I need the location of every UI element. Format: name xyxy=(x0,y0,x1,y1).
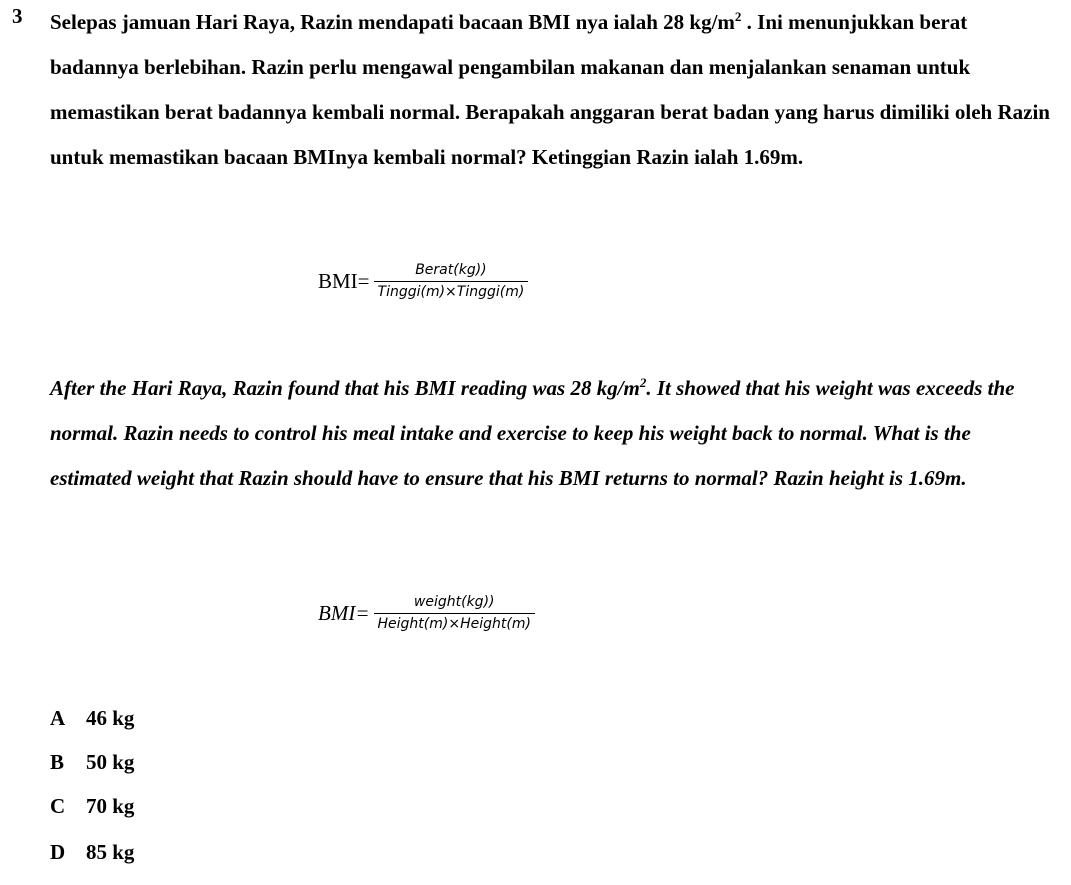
formula-fraction xyxy=(374,594,535,632)
formula-numerator: weight(kg)) xyxy=(413,594,495,610)
formula-denominator: Tinggi(m)×Tinggi(m) xyxy=(377,284,525,300)
option-letter: D xyxy=(50,840,66,864)
option-text: 70 kg xyxy=(86,794,135,818)
option-d[interactable] xyxy=(50,840,134,865)
bmi-formula-malay xyxy=(318,262,528,300)
option-text: 50 kg xyxy=(86,750,135,774)
option-text: 46 kg xyxy=(86,706,135,730)
formula-denominator: Height(m)×Height(m) xyxy=(377,616,531,632)
formula-fraction xyxy=(374,262,529,300)
option-b[interactable] xyxy=(50,750,134,775)
question-text-malay: Selepas jamuan Hari Raya, Razin mendapati bacaan BMI nya ialah 28 $kg/m^2$ . Ini menunjukkan berat badannya berlebihan. Razin perlu mengawal pengambilan makanan dan menjalankan senaman untuk memastikan berat badannya kembali normal. Berapakah anggaran berat badan yang harus dimiliki oleh Razin untuk memastikan bacaan BMInya kembali normal? Ketinggian Razin ialah 1.69m. xyxy=(50,9,1050,169)
formula-lhs: BMI= xyxy=(318,268,370,293)
option-text: 85 kg xyxy=(86,840,135,864)
option-letter: B xyxy=(50,750,65,774)
option-a[interactable] xyxy=(50,706,134,731)
question-number: 3 xyxy=(12,4,23,28)
question-text-english: After the Hari Raya, Razin found that his BMI reading was 28 $kg/m^2$. It showed that his weight was exceeds the normal. Razin needs to control his meal intake and exercise to keep his weight back to normal. What is the estimated weight that Razin should have to ensure that his BMI returns to normal? Razin height is 1.69m. xyxy=(50,375,1015,490)
formula-numerator: Berat(kg)) xyxy=(415,262,487,278)
option-letter: A xyxy=(50,706,66,730)
formula-lhs: BMI= xyxy=(318,600,370,625)
fraction-bar xyxy=(374,613,535,614)
fraction-bar xyxy=(374,281,529,282)
bmi-formula-english xyxy=(318,594,535,632)
option-c[interactable] xyxy=(50,794,134,819)
option-letter: C xyxy=(50,794,66,818)
